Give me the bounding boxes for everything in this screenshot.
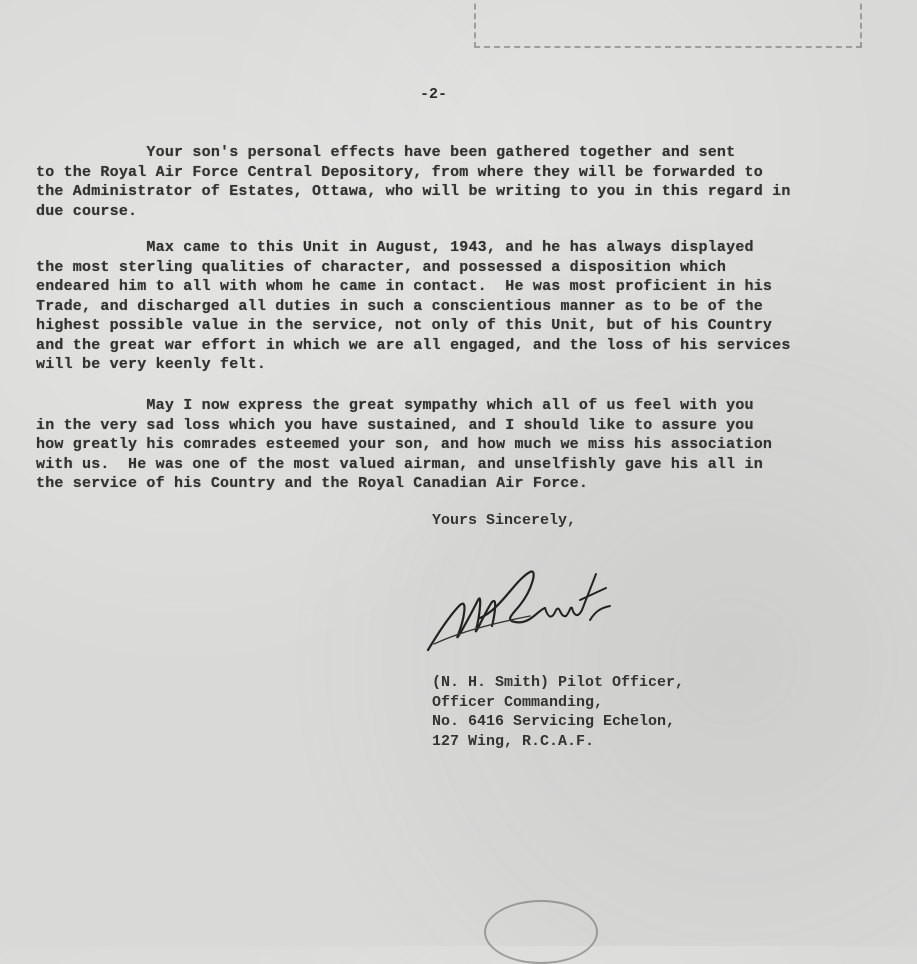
paragraph-sympathy: May I now express the great sympathy which all of us feel with you in the very sad loss which you have sustained, and I should like to assure you how greatly his comrades esteemed your son, and how much we miss his association with us. He was one of the most valued airman, and unselfishly gave his all in the service of his Country and the Royal Canadian Air Force.	[36, 397, 773, 492]
signatory-unit: No. 6416 Servicing Echelon,	[432, 713, 676, 730]
paragraph-service-record: Max came to this Unit in August, 1943, and he has always displayed the most sterling qualities of character, and possessed a disposition which endeared him to all with whom he came in contact. He was most proficient in his Trade, and discharged all duties in such a conscientious manner as to be of the highest possible value in the service, not only of this Unit, but of his Country and the great war effort in which we are all engaged, and the loss of his services will be very keenly felt.	[36, 239, 791, 373]
closing-salutation: Yours Sincerely,	[432, 512, 577, 529]
signatory-name: (N. H. Smith) Pilot Officer,	[432, 674, 685, 691]
top-stamp	[474, 0, 862, 48]
signature-block	[432, 673, 684, 751]
paragraph-personal-effects: Your son's personal effects have been gathered together and sent to the Royal Air Force Central Depository, from where they will be forwarded to the Administrator of Estates, Ottawa, who will be writing to you in this regard in due course.	[36, 144, 791, 220]
signatory-title: Officer Commanding,	[432, 693, 604, 711]
page-number: -2-	[420, 86, 448, 103]
signatory-wing: 127 Wing, R.C.A.F.	[432, 732, 595, 750]
handwritten-signature	[420, 560, 615, 660]
bottom-stamp	[484, 900, 598, 964]
